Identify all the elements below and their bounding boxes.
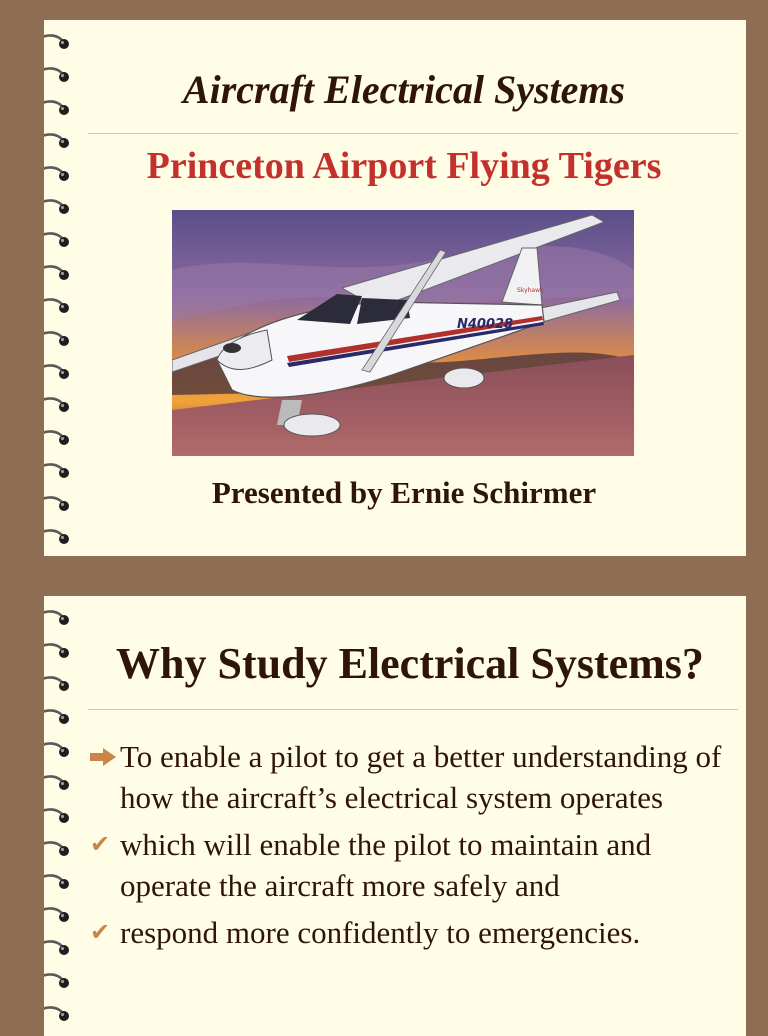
slide-title: Aircraft Electrical Systems — [182, 67, 626, 112]
binding-hole — [59, 204, 69, 214]
arrow-icon — [90, 736, 118, 777]
binding-highlight — [61, 305, 64, 308]
binding-hole — [59, 1011, 69, 1021]
binding-hole — [59, 270, 69, 280]
binding-highlight — [61, 437, 64, 440]
title-divider — [88, 709, 738, 710]
binding-hole — [59, 846, 69, 856]
binding-hole — [59, 615, 69, 625]
binding-hole — [59, 813, 69, 823]
binding-highlight — [61, 881, 64, 884]
binding-hole — [59, 780, 69, 790]
slide-title: Why Study Electrical Systems? — [116, 639, 704, 688]
binding-hole — [59, 978, 69, 988]
list-item — [90, 912, 736, 953]
binding-hole — [59, 534, 69, 544]
binding-highlight — [61, 470, 64, 473]
binding-hole — [59, 369, 69, 379]
title-divider — [88, 133, 738, 134]
binding-highlight — [61, 272, 64, 275]
presenter-line: Presented by Ernie Schirmer — [211, 475, 597, 510]
binding-highlight — [61, 716, 64, 719]
binding-highlight — [61, 206, 64, 209]
slide-subtitle: Princeton Airport Flying Tigers — [146, 145, 662, 187]
aircraft-photo — [172, 210, 634, 456]
binding-highlight — [61, 914, 64, 917]
tail-number: N40028 — [457, 317, 514, 332]
bullet-text: which will enable the pilot to maintain and operate the aircraft more safely and — [120, 827, 652, 903]
binding-hole — [59, 879, 69, 889]
binding-highlight — [61, 782, 64, 785]
binding-hole — [59, 336, 69, 346]
binding-highlight — [61, 947, 64, 950]
binding-hole — [59, 39, 69, 49]
binding-hole — [59, 912, 69, 922]
content-slide — [44, 596, 746, 1036]
check-icon: ✔ — [90, 830, 111, 858]
binding-highlight — [61, 536, 64, 539]
check-icon: ✔ — [90, 918, 111, 946]
bullet-text: respond more confidently to emergencies. — [120, 915, 641, 950]
binding-highlight — [61, 338, 64, 341]
binding-highlight — [61, 371, 64, 374]
binding-hole — [59, 945, 69, 955]
brand-mark: Skyhawk — [517, 287, 544, 294]
binding-hole — [59, 303, 69, 313]
binding-highlight — [61, 239, 64, 242]
binding-highlight — [61, 404, 64, 407]
binding-hole — [59, 714, 69, 724]
binding-highlight — [61, 617, 64, 620]
binding-highlight — [61, 815, 64, 818]
binding-highlight — [61, 749, 64, 752]
binding-highlight — [61, 41, 64, 44]
binding-hole — [59, 402, 69, 412]
binding-hole — [59, 237, 69, 247]
binding-highlight — [61, 140, 64, 143]
list-item — [90, 824, 736, 906]
list-item — [90, 736, 736, 818]
bullet-text: To enable a pilot to get a better understanding of how the aircraft’s electrical system operates — [120, 739, 722, 815]
binding-hole — [59, 747, 69, 757]
bullet-list — [90, 736, 736, 959]
title-slide — [44, 20, 746, 556]
binding-highlight — [61, 980, 64, 983]
binding-highlight — [61, 1013, 64, 1016]
binding-highlight — [61, 848, 64, 851]
binding-hole — [59, 435, 69, 445]
